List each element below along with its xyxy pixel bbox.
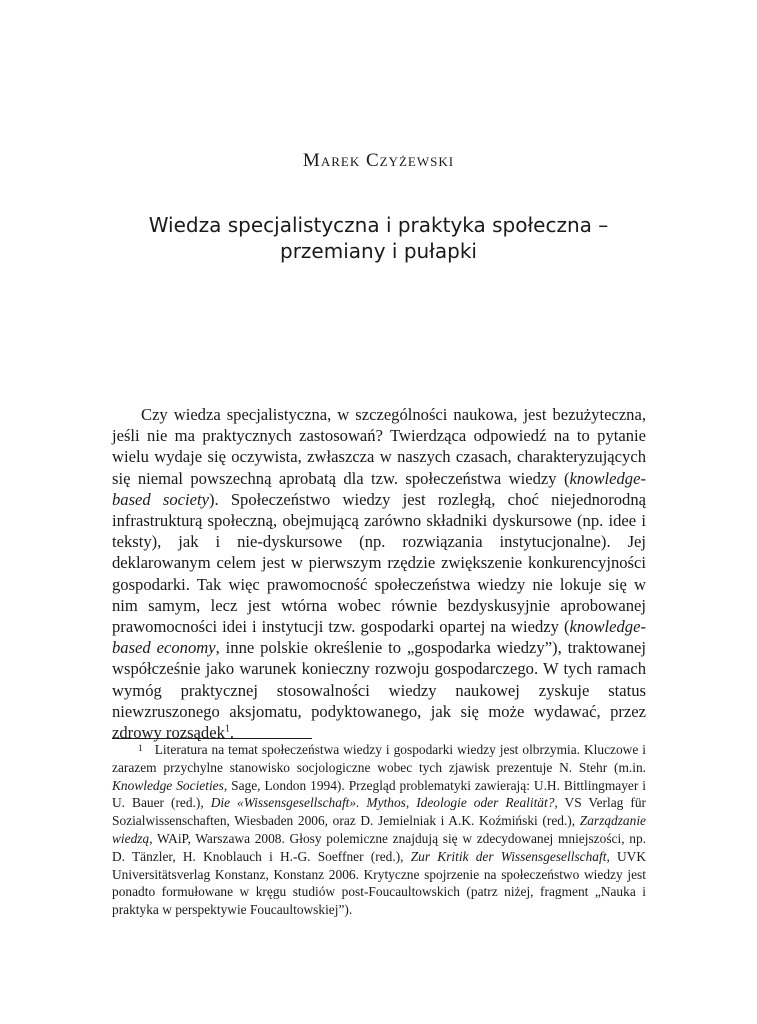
footnote-italic-title: Die «Wissensgesellschaft». Mythos, Ideologie oder Realität?, xyxy=(210,795,558,811)
chapter-title-line-1: Wiedza specjalistyczna i praktyka społeczna – xyxy=(148,213,609,237)
footnote-number: 1 xyxy=(138,744,143,754)
footnote-reference[interactable]: 1 xyxy=(224,723,230,735)
footnote-text-segment: , UVK Universitätsverlag Konstanz, Konstanz 2006. Krytyczne spojrzenie na społeczeństwo wiedzy jest ponadto formułowane w kręgu studiów post-Foucaultowskich (patrz niżej, fragment „Nauka i praktyka w perspektywie Foucaultowskiej”). xyxy=(112,848,647,918)
footnote xyxy=(112,741,646,919)
footnote-italic-title: Zarządzanie wiedzą xyxy=(112,813,646,846)
body-paragraph xyxy=(112,404,646,743)
body-text-segment: . xyxy=(229,723,235,743)
body-text-segment: Czy wiedza specjalistyczna, w szczególności naukowa, jest bezużyteczna, jeśli nie ma praktycznych zastosowań? Twierdząca odpowiedź na to pytanie wielu wydaje się oczywista, zwłaszcza w naszych czasach, charakteryzujących się niemal powszechną aprobatą dla tzw. społeczeństwa wiedzy ( xyxy=(112,405,646,488)
footnote-text-segment: , Sage, London 1994). Przegląd problematyki zawierają: U.H. Bittlingmayer i U. Bauer (red.), xyxy=(112,777,646,811)
body-italic-term: knowledge-based economy xyxy=(112,617,646,658)
footnote-italic-title: Zur Kritik der Wissensgesellschaft xyxy=(410,848,607,864)
footnote-text-segment: Literatura na temat społeczeństwa wiedzy i gospodarki wiedzy jest olbrzymia. Kluczowe i zarazem przychylne stanowisko socjologiczne wobec tych zjawisk prezentuje N. Stehr (m.in. xyxy=(112,742,646,775)
footnote-italic-title: Knowledge Societies xyxy=(112,777,224,793)
body-text-segment: ). Społeczeństwo wiedzy jest rozległą, choć niejednorodną infrastrukturą społeczną, obejmującą zarówno składniki dyskursowe (np. idee i teksty), jak i nie-dyskursowe (np. rozwiązania instytucjonalne). Jej deklarowanym celem jest w pierwszym rzędzie zwiększenie konkurencyjności gospodarki. Tak więc prawomocność społeczeństwa wiedzy nie lokuje się w nim samym, lecz jest wtórna wobec równie bezdyskusyjnie aprobowanej prawomocności idei i instytucji tzw. gospodarki opartej na wiedzy ( xyxy=(112,489,646,637)
footnote-separator xyxy=(112,738,312,739)
footnote-text-segment: , WAiP, Warszawa 2008. Głosy polemiczne znajdują się w zdecydowanej mniejszości, np. D. Tänzler, H. Knoblauch i H.-G. Soeffner (red.), xyxy=(112,830,646,864)
body-italic-term: knowledge-based society xyxy=(112,468,646,509)
footnote-text-segment: VS Verlag für Sozialwissenschaften, Wiesbaden 2006, oraz D. Jemielniak i A.K. Koźmiński (red.), xyxy=(112,795,646,829)
author-name: Marek Czyżewski xyxy=(302,150,455,171)
chapter-title-line-2: przemiany i pułapki xyxy=(280,239,477,263)
chapter-title xyxy=(80,212,677,264)
body-text-segment: , inne polskie określenie to „gospodarka wiedzy”), traktowanej współcześnie jako warunek konieczny rozwoju gospodarczego. W tych ramach wymóg praktycznej stosowalności wiedzy naukowej zyskuje status niewzruszonego aksjomatu, podyktowanego, jak się może wydawać, przez zdrowy rozsądek xyxy=(112,638,646,743)
